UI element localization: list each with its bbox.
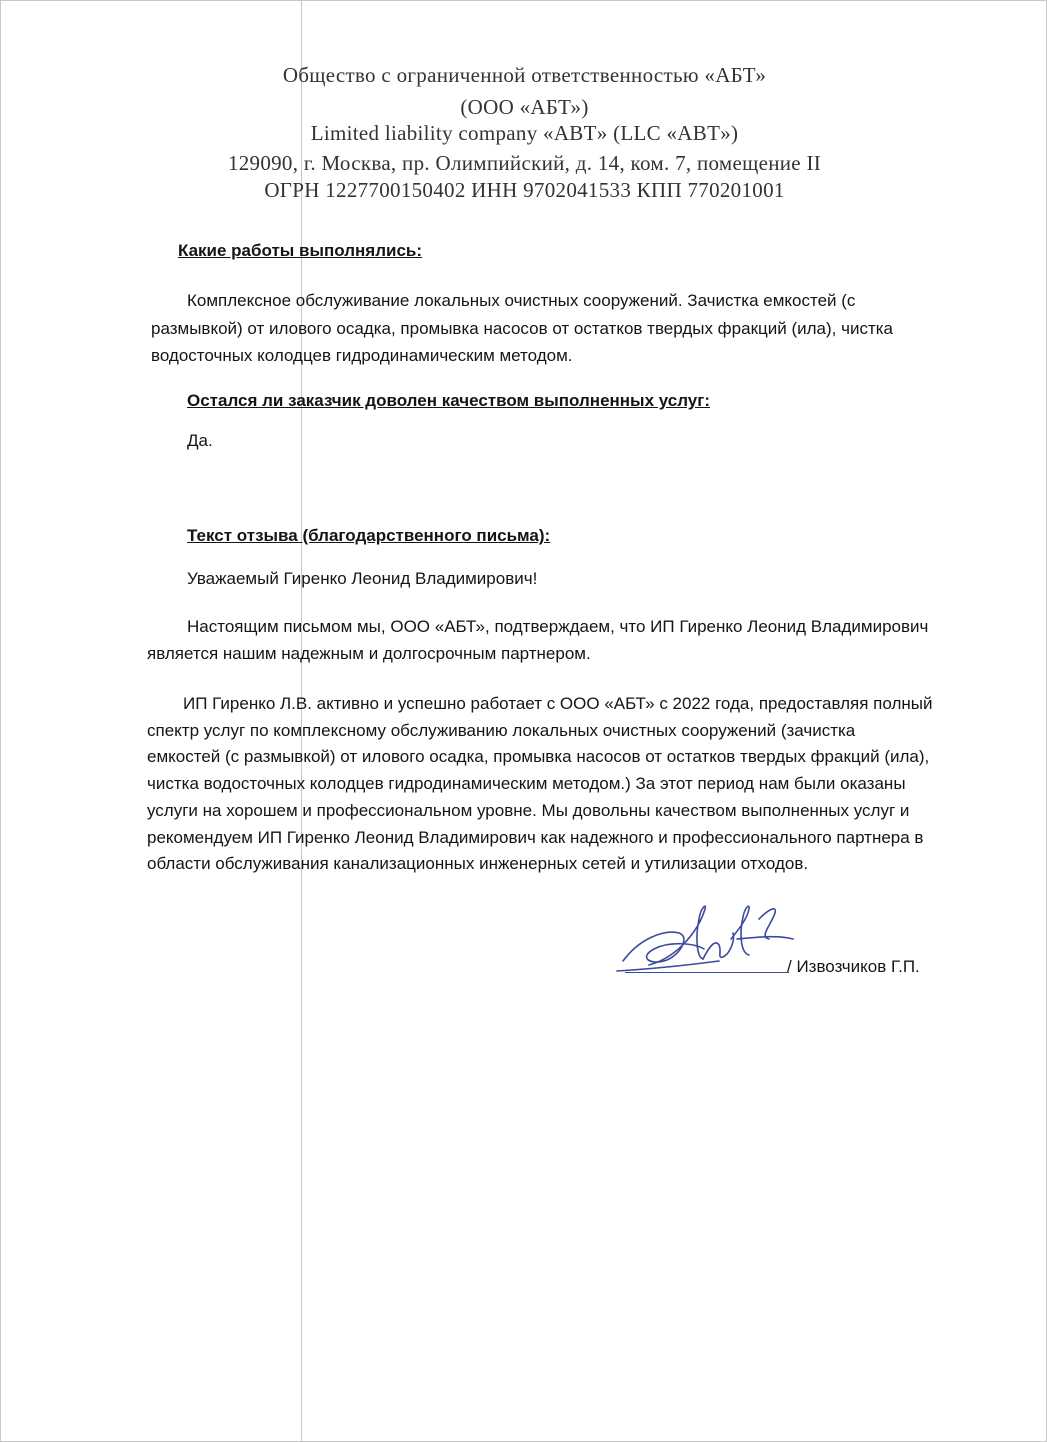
review-paragraph-line: Настоящим письмом мы, ООО «АБТ», подтверждаем, что ИП Гиренко Леонид Владимирович <box>187 617 929 636</box>
company-registration: ОГРН 1227700150402 ИНН 9702041533 КПП 770201001 <box>264 178 785 202</box>
review-paragraph-line: услуги на хорошем и профессиональном уровне. Мы довольны качеством выполненных услуг и <box>147 801 910 820</box>
company-name-en: Limited liability company «ABT» (LLC «ABT») <box>310 121 739 145</box>
works-line: Комплексное обслуживание локальных очистных сооружений. Зачистка емкостей (с <box>187 291 856 310</box>
handwritten-signature <box>609 899 809 979</box>
review-heading: Текст отзыва (благодарственного письма): <box>187 526 551 545</box>
works-line: водосточных колодцев гидродинамическим методом. <box>151 346 573 365</box>
review-paragraph-line: ИП Гиренко Л.В. активно и успешно работает с ООО «АБТ» с 2022 года, предоставляя полный <box>183 694 933 713</box>
works-heading: Какие работы выполнялись: <box>178 241 423 260</box>
review-paragraph-line: спектр услуг по комплексному обслуживанию локальных очистных сооружений (зачистка <box>147 721 856 740</box>
review-greeting: Уважаемый Гиренко Леонид Владимирович! <box>187 569 538 588</box>
signature-line <box>625 972 789 973</box>
company-address: 129090, г. Москва, пр. Олимпийский, д. 14, ком. 7, помещение II <box>227 151 822 175</box>
review-paragraph-line: рекомендуем ИП Гиренко Леонид Владимирович как надежного и профессионального партнера в <box>147 828 924 847</box>
satisfaction-answer: Да. <box>187 431 213 450</box>
review-paragraph-line: является нашим надежным и долгосрочным партнером. <box>147 644 591 663</box>
review-paragraph-line: области обслуживания канализационных инженерных сетей и утилизации отходов. <box>147 854 809 873</box>
works-line: размывкой) от илового осадка, промывка насосов от остатков твердых фракций (ила), чистка <box>151 319 894 338</box>
company-short-name: (ООО «АБТ») <box>460 95 589 119</box>
signatory-name: / Извозчиков Г.П. <box>787 957 920 976</box>
company-name-ru: Общество с ограниченной ответственностью «АБТ» <box>282 63 767 87</box>
review-paragraph-line: емкостей (с размывкой) от илового осадка, промывка насосов от остатков твердых фракций (ила), <box>147 747 930 766</box>
satisfaction-heading: Остался ли заказчик доволен качеством выполненных услуг: <box>187 391 711 410</box>
review-paragraph-line: чистка водосточных колодцев гидродинамическим методом.) За этот период нам были оказаны <box>147 774 906 793</box>
